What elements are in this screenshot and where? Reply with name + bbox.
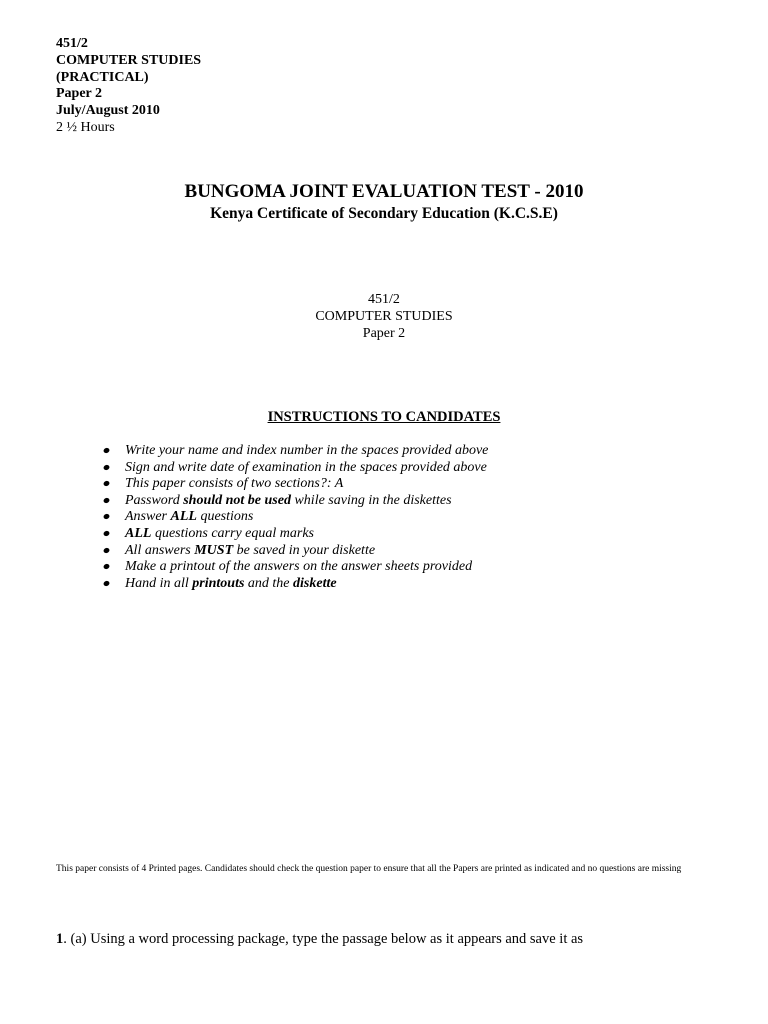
bullet-icon — [103, 547, 110, 554]
center-paper-info — [0, 292, 768, 342]
instruction-item: Sign and write date of examination in the spaces provided above — [100, 460, 488, 477]
paper-number: Paper 2 — [56, 86, 103, 102]
exam-subtitle: Kenya Certificate of Secondary Education (K.C.S.E) — [210, 205, 558, 222]
paper-period: July/August 2010 — [56, 103, 160, 119]
instruction-item: This paper consists of two sections?: A — [100, 476, 488, 493]
instruction-item: ALL questions carry equal marks — [100, 526, 488, 543]
instruction-item: All answers MUST be saved in your diskette — [100, 543, 488, 560]
instruction-item: Password should not be used while saving in the diskettes — [100, 493, 488, 510]
instruction-item: Hand in all printouts and the diskette — [100, 576, 488, 593]
instructions-heading: INSTRUCTIONS TO CANDIDATES — [267, 409, 501, 425]
question-text: . (a) Using a word processing package, type the passage below as it appears and save it as — [63, 931, 584, 947]
bullet-icon — [103, 480, 110, 487]
center-paper: Paper 2 — [362, 325, 406, 341]
bullet-icon — [103, 464, 110, 471]
exam-title: BUNGOMA JOINT EVALUATION TEST - 2010 — [184, 181, 584, 202]
paper-code: 451/2 — [56, 36, 88, 51]
bullet-icon — [103, 563, 110, 570]
center-subject: COMPUTER STUDIES — [315, 308, 453, 324]
bullet-icon — [103, 497, 110, 504]
instruction-item: Answer ALL questions — [100, 509, 488, 526]
question-1 — [56, 930, 583, 948]
bullet-icon — [103, 513, 110, 520]
paper-type: (PRACTICAL) — [56, 69, 149, 85]
instructions-list — [100, 443, 488, 592]
footer-note: This paper consists of 4 Printed pages. Candidates should check the question paper to ensure that all the Papers are printed as indicated and no questions are missing — [56, 864, 682, 874]
question-number: 1 — [56, 931, 64, 947]
paper-header — [56, 36, 201, 137]
paper-duration: 2 ½ Hours — [56, 119, 115, 135]
bullet-icon — [103, 530, 110, 537]
instruction-item: Write your name and index number in the spaces provided above — [100, 443, 488, 460]
instruction-item: Make a printout of the answers on the answer sheets provided — [100, 559, 488, 576]
paper-subject: COMPUTER STUDIES — [56, 52, 202, 68]
center-code: 451/2 — [368, 292, 400, 307]
bullet-icon — [103, 447, 110, 454]
bullet-icon — [103, 580, 110, 587]
